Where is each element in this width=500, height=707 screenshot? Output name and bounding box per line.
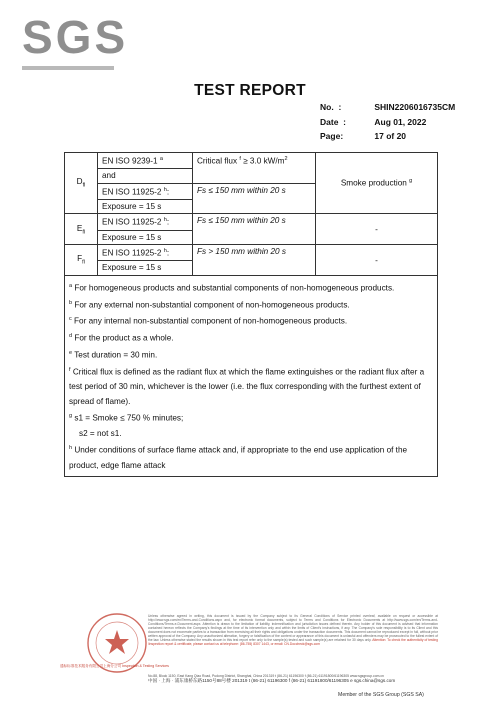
authenticity-notice: Attention: To check the authenticity of testing /inspection report & certificate, please contact us at telephone: (86-755) 8307 1443, or email: CN.Doccheck@sgs.com [148,638,439,646]
footnote-d: $^d$ For the product as a whole. [69,333,174,343]
class-ffl: $F_{fl}$ [65,245,98,276]
sgs-logo-text: SGS [22,11,129,63]
footnote-g: $^g$ s1 = Smoke ≤ 750 % minutes; [69,413,184,424]
legal-disclaimer: Unless otherwise agreed in writing, this document is issued by the Company subject to its General Conditions of Service printed overleaf, available on request or accessible at http://www.sgs.com/en/Terms-and-Conditions.aspx and, for electronic format documents, subject to Terms and Conditions for Electronic Documents at http://www.sgs.com/en/Terms-and-Conditions/Terms-e-Document.aspx. Attention is drawn to the limitation of liability, indemnification and jurisdiction issues defined therein. Any holder of this document is advised that information contained hereon reflects the Company's findings at the time of its intervention only and within the limits of Client's instructions, if any. The Company's sole responsibility is to its Client and this document does not exonerate parties to a transaction from exercising all their rights and obligations under the transaction documents. This document cannot be reproduced except in full, without prior written approval of the Company. Any unauthorized alteration, forgery or falsification of the content or appearance of this document is unlawful and offenders may be prosecuted to the fullest extent of the law. Unless otherwise stated the results shown in this test report refer only to the sample(s) tested and such sample(s) are retained for 30 days only. Attention: To check the authenticity of testing /inspection report & certificate, please contact us at telephone: (86-755) 8307 1443, or email: CN.Doccheck@sgs.com [148,614,439,646]
group-membership: Member of the SGS Group (SGS SA) [338,692,424,698]
footnote-c: $^c$ For any internal non-substantial component of non-homogeneous products. [69,316,348,327]
table-row: Exposure = 15 s [65,199,438,214]
footnotes-row [65,275,438,476]
meta-date: Date : Aug 01, 2022 [320,116,427,127]
table-row: $E_{fl}$ EN ISO 11925-2 $^h$: Fs ≤ 150 mm within 20 s - [65,214,438,230]
report-title: TEST REPORT [194,82,306,99]
seal-caption: 通标标准技术服务有限公司上海分公司 Inspection & Testing Services [60,664,169,668]
report-meta [320,100,455,144]
table-row: and [65,169,438,184]
table-row: $F_{fl}$ EN ISO 11925-2 $^h$: Fs > 150 mm within 20 s - [65,245,438,261]
classification-table [64,152,438,477]
meta-no: No. : SHIN2206016735CM [320,102,456,112]
sgs-logo-bar [22,66,114,70]
footnote-e: $^e$ Test duration = 30 min. [69,349,158,360]
table-row: EN ISO 11925-2 $^h$: Fs ≤ 150 mm within 20 s [65,183,438,199]
footnote-g-cont: s2 = not s1. [79,429,122,439]
class-dfl: $D_{fl}$ [65,153,98,214]
table-row: Exposure = 15 s [65,261,438,276]
footnote-f: $^f$ Critical flux is defined as the radiant flux at which the flame extinguishes or the radiant flux after a test period of 30 min, whichever is the lower (i.e. the flux corresponding with the furthest extent of spread of flame). [69,366,425,407]
office-address: No.88, Block 1150, East Kang Qiao Road, Pudong District, Shanghai, China 201319 t (86-21) 61196300 f (86-21) 61191800/61196305 www.sgsgroup.com.cn 中国 · 上海 · 浦东康桥东路1150号88号楼 201319 t (86-21) 61196300 f (86-21) 61191800/61196305 e sgs.china@sgs.com [148,674,396,683]
table-row: Exposure = 15 s [65,230,438,245]
table-row: $D_{fl}$ EN ISO 9239-1 $^a$ Critical flux $^f$ ≥ 3.0 $kW/m^2$ Smoke production $^g$ [65,153,438,169]
meta-page: Page: 17 of 20 [320,131,407,141]
class-efl: $E_{fl}$ [65,214,98,245]
page-footer [0,600,500,707]
footnote-b: $^b$ For any external non-substantial component of non-homogeneous products. [69,299,350,310]
footnote-a: $^a$ For homogeneous products and substantial components of non-homogeneous products. [69,282,395,293]
footnote-h: $^h$ Under conditions of surface flame attack and, if appropriate to the end use application of the product, edge flame attack [69,445,408,470]
